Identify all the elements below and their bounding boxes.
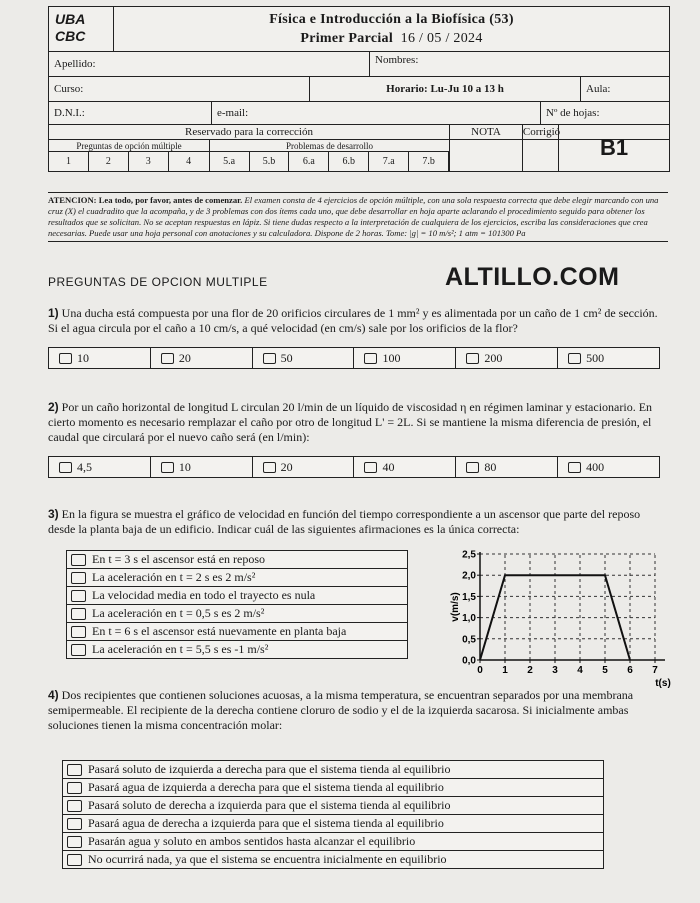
y-tick-label: 0,5 — [462, 634, 476, 646]
q1-option[interactable] — [354, 348, 456, 368]
checkbox-icon[interactable] — [67, 764, 82, 776]
q2-option[interactable] — [151, 457, 253, 477]
dni-field[interactable] — [49, 102, 212, 124]
institution — [49, 7, 114, 51]
q1-option[interactable] — [558, 348, 659, 368]
checkbox-icon[interactable] — [67, 854, 82, 866]
nota-box[interactable] — [449, 139, 523, 171]
x-tick-label: 4 — [577, 665, 583, 676]
atencion-text1: Lea todo, por favor, antes de comenzar. — [98, 195, 243, 205]
q2-option[interactable] — [49, 457, 151, 477]
option-label: 100 — [382, 350, 401, 365]
nota-label: NOTA — [450, 125, 523, 139]
score-col: 2 — [89, 152, 129, 171]
y-tick-label: 0,0 — [462, 655, 476, 667]
checkbox-icon[interactable] — [71, 608, 86, 620]
q4-option[interactable] — [63, 851, 603, 868]
checkbox-icon[interactable] — [568, 462, 581, 473]
option-label: La aceleración en t = 5,5 s es -1 m/s² — [92, 642, 269, 656]
option-label: Pasará soluto de izquierda a derecha para que el sistema tienda al equilibrio — [88, 762, 451, 776]
q3-option[interactable] — [67, 641, 407, 658]
instructions — [48, 192, 668, 242]
checkbox-icon[interactable] — [161, 353, 174, 364]
q2-options — [48, 456, 660, 478]
option-label: 500 — [586, 350, 605, 365]
question-number: 2) — [48, 400, 59, 414]
option-label: 10 — [178, 459, 191, 474]
option-label: La velocidad media en todo el trayecto es nula — [92, 588, 316, 602]
q3-options — [66, 550, 408, 659]
question-3 — [48, 507, 668, 537]
horario-label: Horario: Lu-Ju 10 a 13 h — [386, 83, 504, 95]
option-label: 20 — [178, 350, 191, 365]
version-badge: B1 — [558, 125, 669, 171]
checkbox-icon[interactable] — [59, 462, 72, 473]
email-field[interactable] — [212, 102, 541, 124]
watermark: ALTILLO.COM — [445, 263, 620, 291]
question-text: Dos recipientes que contienen soluciones acuosas, a la misma temperatura, se encuentran separados por una membrana semipermeable. El recipiente de la derecha contiene cloruro de sodio y el de la izquierda sacarosa. Si inicialmente ambas soluciones tienen la misma concentración molar: — [48, 688, 634, 732]
velocity-time-chart — [450, 548, 690, 693]
horario-field — [310, 77, 581, 101]
hojas-field[interactable] — [541, 102, 669, 124]
q1-option[interactable] — [151, 348, 253, 368]
checkbox-icon[interactable] — [67, 800, 82, 812]
checkbox-icon[interactable] — [466, 462, 479, 473]
score-col: 5.b — [250, 152, 290, 171]
checkbox-icon[interactable] — [67, 782, 82, 794]
option-label: No ocurrirá nada, ya que el sistema se encuentra inicialmente en equilibrio — [88, 852, 447, 866]
institution-line2: CBC — [55, 28, 86, 44]
q1-options — [48, 347, 660, 369]
option-label: 10 — [77, 350, 89, 365]
option-label: Pasará soluto de derecha a izquierda para que el sistema tienda al equilibrio — [88, 798, 451, 812]
institution-line1: UBA — [55, 11, 86, 27]
checkbox-icon[interactable] — [364, 353, 377, 364]
question-1 — [48, 306, 668, 336]
x-tick-label: 7 — [652, 665, 658, 676]
curso-field[interactable] — [49, 77, 310, 101]
option-label: En t = 6 s el ascensor está nuevamente en planta baja — [92, 624, 347, 638]
exam-title-box — [114, 7, 669, 51]
dni-label: D.N.I.: — [54, 107, 85, 119]
exam-date: 16 / 05 / 2024 — [400, 31, 483, 46]
curso-label: Curso: — [54, 83, 84, 95]
option-label: 200 — [484, 350, 503, 365]
checkbox-icon[interactable] — [568, 353, 581, 364]
option-label: Pasará agua de izquierda a derecha para que el sistema tienda al equilibrio — [88, 780, 444, 794]
q4-option[interactable] — [63, 761, 603, 779]
option-label: 4,5 — [77, 459, 92, 474]
y-tick-label: 1,5 — [462, 591, 476, 603]
question-text: Una ducha está compuesta por una flor de 20 orificios circulares de 1 mm² y es alimentada por un caño de 1 cm² de sección. Si el agua circula por el caño a 10 cm/s, a qué velocidad (en cm/s) sale por los orificios de la flor? — [48, 306, 658, 335]
x-tick-label: 6 — [627, 665, 633, 676]
option-label: En t = 3 s el ascensor está en reposo — [92, 552, 266, 566]
checkbox-icon[interactable] — [71, 590, 86, 602]
checkbox-icon[interactable] — [71, 644, 86, 656]
x-tick-label: 0 — [477, 665, 483, 676]
q3-option[interactable] — [67, 587, 407, 605]
q1-option[interactable] — [456, 348, 558, 368]
question-4 — [48, 688, 668, 733]
option-label: Pasarán agua y soluto en ambos sentidos hasta alcanzar el equilibrio — [88, 834, 416, 848]
q2-option[interactable] — [558, 457, 659, 477]
q4-options — [62, 760, 604, 869]
x-tick-label: 3 — [552, 665, 558, 676]
option-label: La aceleración en t = 2 s es 2 m/s² — [92, 570, 256, 584]
score-grid — [49, 152, 449, 171]
checkbox-icon[interactable] — [466, 353, 479, 364]
q3-option[interactable] — [67, 569, 407, 587]
hojas-label: Nº de hojas: — [546, 107, 600, 119]
option-label: 50 — [280, 350, 293, 365]
problems-label: Problemas de desarrollo — [286, 140, 373, 151]
question-number: 4) — [48, 688, 59, 702]
score-col: 3 — [129, 152, 169, 171]
option-label: 20 — [280, 459, 293, 474]
x-axis-label: t(s) — [655, 678, 671, 689]
aula-label: Aula: — [586, 83, 611, 95]
score-col: 7.a — [369, 152, 409, 171]
x-tick-label: 5 — [602, 665, 608, 676]
checkbox-icon[interactable] — [71, 572, 86, 584]
score-col: 1 — [49, 152, 89, 171]
reservado-label: Reservado para la corrección — [49, 125, 450, 139]
y-tick-label: 1,0 — [462, 613, 476, 625]
score-col: 7.b — [409, 152, 449, 171]
score-col: 6.b — [329, 152, 369, 171]
course-title: Física e Introducción a la Biofísica (53) — [269, 12, 514, 27]
q2-option[interactable] — [354, 457, 456, 477]
y-axis-label: v(m/s) — [450, 592, 461, 622]
question-number: 1) — [48, 306, 59, 320]
apellido-field[interactable] — [49, 52, 370, 76]
q4-option[interactable] — [63, 797, 603, 815]
x-tick-label: 1 — [502, 665, 508, 676]
y-tick-label: 2,5 — [462, 549, 476, 561]
y-tick-label: 2,0 — [462, 570, 476, 582]
atencion-label: ATENCION: — [48, 195, 97, 205]
score-col: 5.a — [210, 152, 250, 171]
q1-option[interactable] — [49, 348, 151, 368]
q2-option[interactable] — [456, 457, 558, 477]
checkbox-icon[interactable] — [263, 462, 276, 473]
corrigio-label: Corrigió — [522, 126, 561, 138]
q3-option[interactable] — [67, 605, 407, 623]
nombres-label: Nombres: — [375, 54, 419, 66]
score-col: 4 — [169, 152, 210, 171]
q3-option[interactable] — [67, 623, 407, 641]
option-label: Pasará agua de derecha a izquierda para que el sistema tienda al equilibrio — [88, 816, 444, 830]
q4-option[interactable] — [63, 815, 603, 833]
mc-label: Preguntas de opción múltiple — [49, 140, 210, 151]
exam-header — [48, 6, 670, 172]
question-number: 3) — [48, 507, 59, 521]
x-tick-label: 2 — [527, 665, 533, 676]
aula-field[interactable] — [581, 77, 669, 101]
option-label: La aceleración en t = 0,5 s es 2 m/s² — [92, 606, 265, 620]
question-text: En la figura se muestra el gráfico de velocidad en función del tiempo correspondiente a un ascensor que parte del reposo desde la planta baja de un edificio. Indicar cuál de las siguientes afirmaciones es la única correcta: — [48, 507, 641, 536]
q4-option[interactable] — [63, 833, 603, 851]
q4-option[interactable] — [63, 779, 603, 797]
checkbox-icon[interactable] — [161, 462, 174, 473]
checkbox-icon[interactable] — [263, 353, 276, 364]
q3-option[interactable] — [67, 551, 407, 569]
email-label: e-mail: — [217, 107, 249, 119]
question-2 — [48, 400, 668, 445]
section-title: PREGUNTAS DE OPCION MULTIPLE — [48, 275, 268, 289]
option-label: 400 — [586, 459, 605, 474]
atencion-text2: El examen consta de 4 ejercicios de opción múltiple, con una sola respuesta correcta que debe elegir marcando con una cruz (X) el cuadradito que la acompaña, y de 3 problemas con dos ítems cada uno, que debe desarrollar en hoja aparte aclarando el procedimiento seguido para obtener los resultados que se solicitan. No se aceptan respuestas en lápiz. Si tiene dudas respecto a la interpretación de cualquiera de los ejercicios, escriba las consideraciones que crea necesarias. Puede usar una hoja personal con anotaciones y su calculadora. Dispone de 2 horas. Tome: |g| = 10 m/s²; 1 atm = 101300 Pa — [48, 195, 659, 238]
score-col: 6.a — [289, 152, 329, 171]
apellido-label: Apellido: — [54, 58, 96, 70]
question-text: Por un caño horizontal de longitud L circulan 20 l/min de un líquido de viscosidad η en régimen laminar y estacionario. En cierto momento es necesario remplazar el caño por otro de longitud L' = 2L. Si se mantiene la misma diferencia de presión, el caudal que circulará por el nuevo caño será (en l/min): — [48, 400, 653, 444]
option-label: 80 — [484, 459, 497, 474]
exam-title: Primer Parcial — [300, 31, 394, 46]
q2-option[interactable] — [253, 457, 355, 477]
checkbox-icon[interactable] — [59, 353, 72, 364]
checkbox-icon[interactable] — [364, 462, 377, 473]
q1-option[interactable] — [253, 348, 355, 368]
nombres-field[interactable] — [370, 52, 669, 76]
checkbox-icon[interactable] — [71, 554, 86, 566]
checkbox-icon[interactable] — [71, 626, 86, 638]
option-label: 40 — [382, 459, 395, 474]
checkbox-icon[interactable] — [67, 836, 82, 848]
checkbox-icon[interactable] — [67, 818, 82, 830]
